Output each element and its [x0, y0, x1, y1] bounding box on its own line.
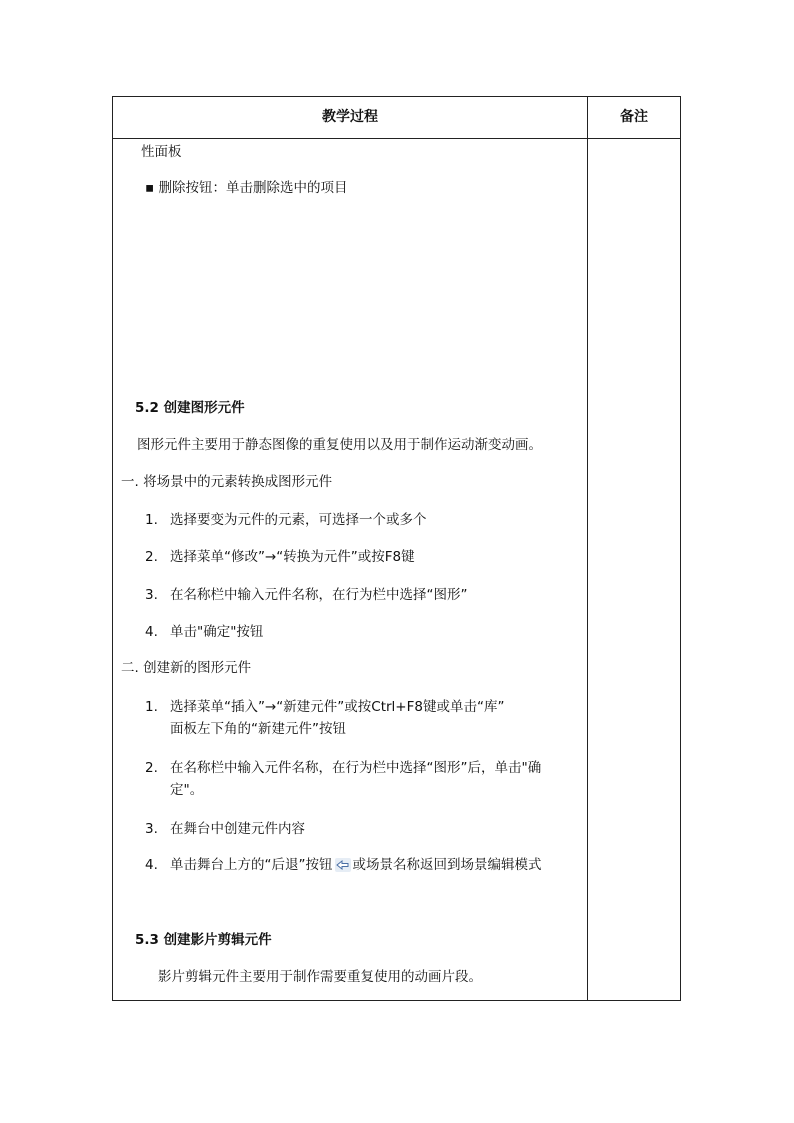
- step-number: 1.: [145, 512, 158, 528]
- text-line: 性面板: [141, 144, 182, 160]
- step-number: 2.: [145, 549, 158, 565]
- step-number: 4.: [145, 857, 158, 873]
- step-text-part: 单击舞台上方的“后退”按钮: [170, 857, 333, 873]
- step-text: 在舞台中创建元件内容: [170, 821, 305, 837]
- bullet-delete-button: ▪ 删除按钮：单击删除选中的项目: [145, 180, 348, 196]
- step-text: 在名称栏中输入元件名称，在行为栏中选择“图形”: [170, 587, 468, 603]
- step-number: 2.: [145, 760, 158, 776]
- step-text-part: 或场景名称返回到场景编辑模式: [352, 857, 542, 873]
- heading-create-new-symbol: 二. 创建新的图形元件: [121, 660, 252, 676]
- step-text: 单击"确定"按钮: [170, 624, 264, 640]
- step-number: 1.: [145, 699, 158, 715]
- step-text-continued: 面板左下角的“新建元件”按钮: [170, 721, 346, 737]
- step-number: 3.: [145, 821, 158, 837]
- header-teaching-process: 教学过程: [322, 109, 378, 125]
- step-number: 4.: [145, 624, 158, 640]
- section-5-3-intro: 影片剪辑元件主要用于制作需要重复使用的动画片段。: [158, 969, 482, 985]
- section-5-2-title: 5.2 创建图形元件: [135, 400, 245, 416]
- section-5-2-intro: 图形元件主要用于静态图像的重复使用以及用于制作运动渐变动画。: [137, 437, 542, 453]
- step-text: [170, 855, 542, 875]
- column-divider: [587, 97, 588, 1000]
- section-5-3-title: 5.3 创建影片剪辑元件: [135, 932, 272, 948]
- step-text: 在名称栏中输入元件名称，在行为栏中选择“图形”后，单击"确: [170, 760, 542, 776]
- step-number: 3.: [145, 587, 158, 603]
- lesson-table: [112, 96, 681, 1001]
- header-divider: [113, 138, 680, 139]
- back-arrow-icon: [335, 858, 351, 872]
- step-text: 选择菜单“插入”→“新建元件”或按Ctrl+F8键或单击“库”: [170, 699, 505, 715]
- header-notes: 备注: [620, 109, 648, 125]
- heading-convert-elements: 一. 将场景中的元素转换成图形元件: [121, 474, 333, 490]
- step-text: 选择菜单“修改”→“转换为元件”或按F8键: [170, 549, 415, 565]
- step-text-continued: 定"。: [170, 782, 204, 798]
- step-text: 选择要变为元件的元素，可选择一个或多个: [170, 512, 427, 528]
